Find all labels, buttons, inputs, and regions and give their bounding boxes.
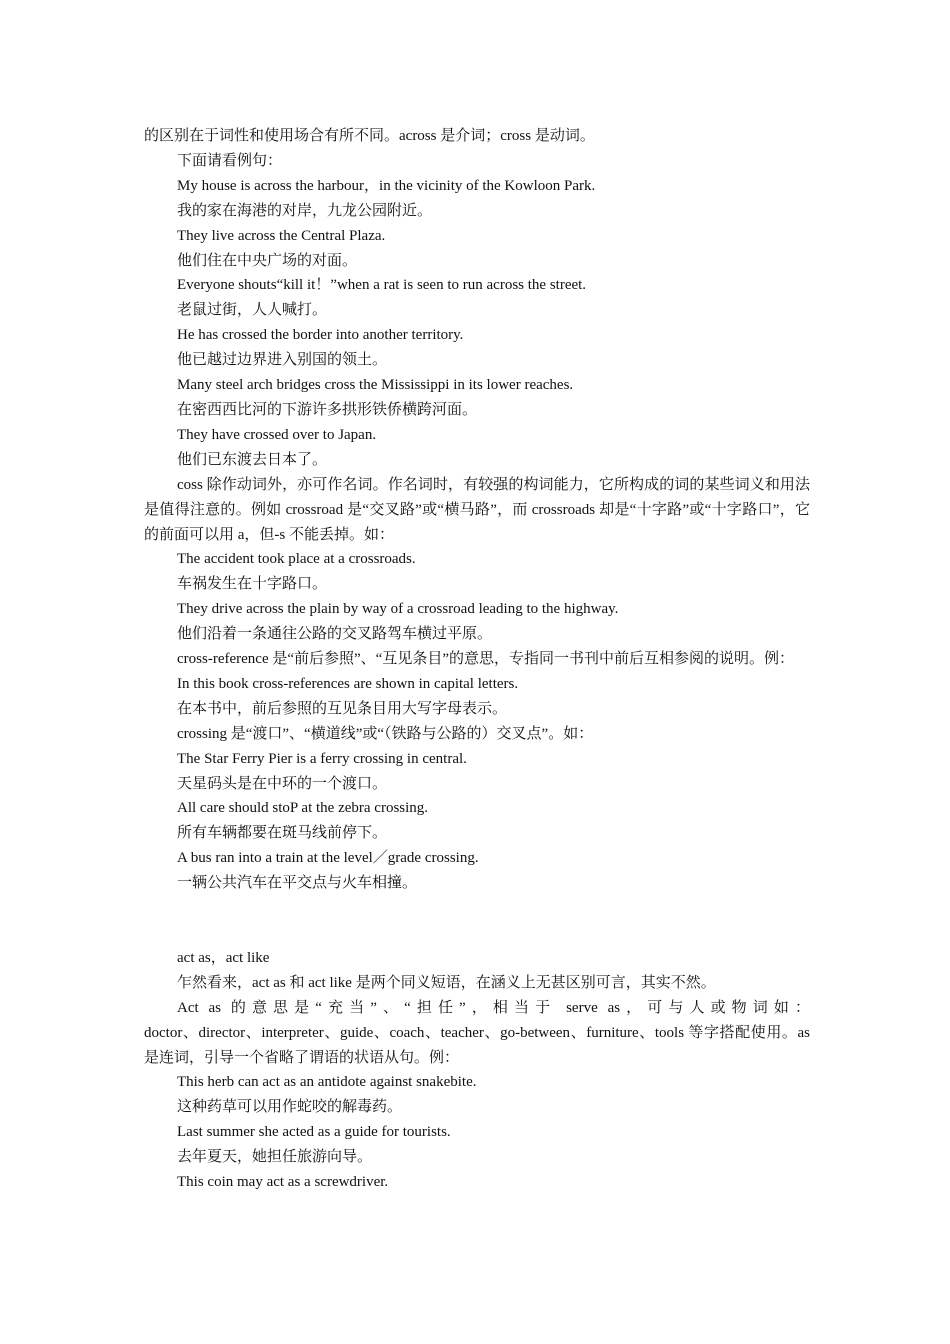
example-sentence: The Star Ferry Pier is a ferry crossing in central. [177, 750, 467, 767]
paragraph: Act as 的意思是“充当”、“担任”，相当于 serve as，可与人或物词如： [177, 999, 810, 1016]
example-sentence: They live across the Central Plaza. [177, 227, 386, 244]
translation: 去年夏天，她担任旅游向导。 [177, 1149, 373, 1166]
translation: 他们沿着一条通往公路的交叉路驾车横过平原。 [177, 626, 493, 643]
translation: 在密西西比河的下游许多拱形铁侨横跨河面。 [177, 401, 478, 418]
example-sentence: He has crossed the border into another territory. [177, 327, 464, 344]
section-heading: act as，act like [177, 949, 270, 966]
example-sentence: Last summer she acted as a guide for tourists. [177, 1124, 451, 1141]
paragraph: 的区别在于词性和使用场合有所不同。across 是介词；cross 是动词。 [144, 128, 595, 144]
example-sentence: All care should stoP at the zebra crossing. [177, 800, 429, 817]
translation: 老鼠过街，人人喊打。 [177, 302, 328, 319]
example-sentence: This coin may act as a screwdriver. [177, 1174, 389, 1191]
example-sentence: They drive across the plain by way of a crossroad leading to the highway. [177, 601, 619, 618]
translation: 他已越过边界进入别国的领土。 [177, 352, 388, 369]
example-sentence: This herb can act as an antidote against snakebite. [177, 1074, 477, 1091]
section-gap [144, 896, 810, 946]
example-sentence: Many steel arch bridges cross the Mississippi in its lower reaches. [177, 377, 574, 394]
example-sentence: In this book cross-references are shown in capital letters. [177, 675, 519, 692]
paragraph: crossing 是“渡口”、“横道线”或“（铁路与公路的）交叉点”。如： [177, 725, 594, 742]
translation: 一辆公共汽车在平交点与火车相撞。 [177, 875, 418, 892]
translation: 这种药草可以用作蛇咬的解毒药。 [177, 1099, 403, 1116]
example-sentence: They have crossed over to Japan. [177, 426, 377, 443]
translation: 他们已东渡去日本了。 [177, 451, 328, 468]
translation: 车祸发生在十字路口。 [177, 576, 328, 593]
paragraph: cross-reference 是“前后参照”、“互见条目”的意思，专指同一书刊中前后互相参阅的说明。例： [177, 651, 794, 668]
translation: 他们住在中央广场的对面。 [177, 252, 358, 269]
paragraph: 下面请看例句： [177, 152, 283, 169]
paragraph: doctor、director、interpreter、guide、coach、teacher、go-between、furniture、tools 等字搭配使用。as 是连词，引导一个省略了谓语的状语从句。例： [144, 1024, 810, 1066]
paragraph: coss 除作动词外，亦可作名词。作名词时，有较强的构词能力，它所构成的词的某些词义和用法是值得注意的。例如 crossroad 是“交叉路”或“横马路”，而 crossroads 却是“十字路”或“十字路口”，它的前面可以用 a，但-s 不能丢掉。如： [144, 476, 810, 543]
translation: 我的家在海港的对岸，九龙公园附近。 [177, 202, 433, 219]
example-sentence: Everyone shouts“kill it！”when a rat is seen to run across the street. [177, 277, 587, 294]
example-sentence: The accident took place at a crossroads. [177, 551, 416, 568]
translation: 所有车辆都要在斑马线前停下。 [177, 825, 388, 842]
paragraph: 乍然看来，act as 和 act like 是两个同义短语，在涵义上无甚区别可言，其实不然。 [177, 974, 716, 991]
example-sentence: A bus ran into a train at the level／grade crossing. [177, 850, 479, 867]
translation: 在本书中，前后参照的互见条目用大写字母表示。 [177, 700, 508, 717]
translation: 天星码头是在中环的一个渡口。 [177, 775, 388, 792]
document-body [144, 124, 810, 1195]
example-sentence: My house is across the harbour，in the vicinity of the Kowloon Park. [177, 177, 596, 194]
